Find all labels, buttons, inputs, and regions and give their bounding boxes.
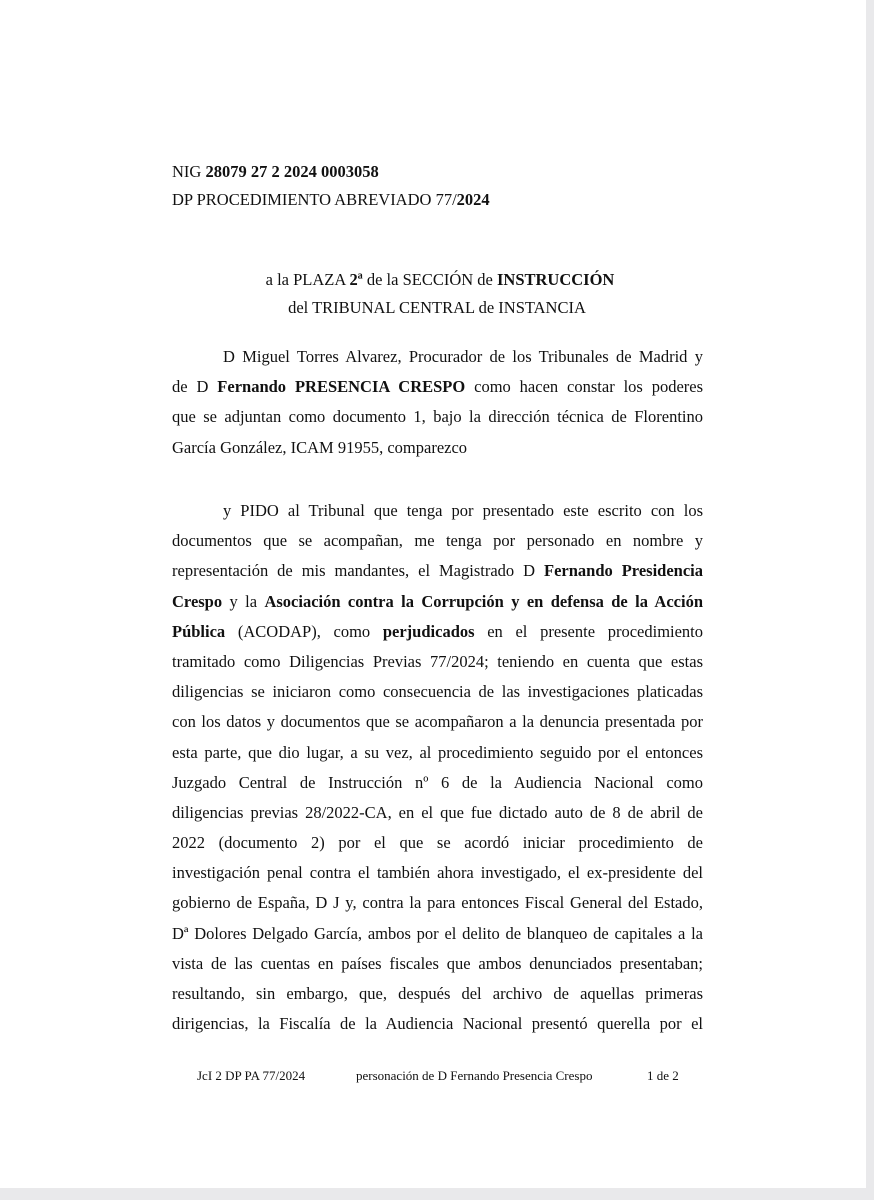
procedure-year: 2024 <box>456 190 490 209</box>
nig-line <box>172 158 490 186</box>
para1-powers: como hacen constar los poderes <box>474 377 704 397</box>
para2-line-10: Juzgado Central de Instrucción nº 6 de la Audiencia Nacional como <box>172 772 703 792</box>
association-name-end: Pública <box>172 621 226 641</box>
court-plaza-number: 2ª <box>349 270 363 289</box>
para2-line-14: gobierno de España, D J y, contra la para entonces Fiscal General del Estado, <box>172 893 703 913</box>
client-name: Fernando PRESENCIA CRESPO <box>217 377 466 397</box>
para2-line-9: esta parte, que dio lugar, a su vez, al procedimiento seguido por el entonces <box>172 742 703 762</box>
para2-line-12: 2022 (documento 2) por el que se acordó iniciar procedimiento de <box>172 833 703 853</box>
para2-line-15: Dª Dolores Delgado García, ambos por el delito de blanqueo de capitales a la <box>172 923 703 943</box>
association-name: Asociación contra la Corrupción y en defensa de la Acción <box>264 591 704 611</box>
para1-line-2 <box>172 372 703 402</box>
para2-line-1: y PIDO al Tribunal que tenga por presentado este escrito con los <box>223 501 703 520</box>
court-instruccion: INSTRUCCIÓN <box>497 270 615 289</box>
para2-line-16: vista de las cuentas en países fiscales que ambos denunciados presentaban; <box>172 953 703 973</box>
para2-line-5 <box>172 617 703 647</box>
para2-line-17: resultando, sin embargo, que, después del archivo de aquellas primeras <box>172 984 703 1003</box>
para2-line-18: dirigencias, la Fiscalía de la Audiencia Nacional presentó querella por el <box>172 1014 703 1034</box>
procedure-line <box>172 186 490 214</box>
magistrate-surname: Crespo <box>172 591 223 611</box>
footer-page-number: 1 de 2 <box>647 1068 679 1083</box>
paragraph-request <box>172 496 703 1039</box>
court-section: de la SECCIÓN de <box>366 270 493 289</box>
para2-line-6: tramitado como Diligencias Previas 77/2024; teniendo en cuenta que estas <box>172 651 703 671</box>
para2-line-8: con los datos y documentos que se acompañaron a la denuncia presentada por <box>172 712 703 732</box>
para1-d: de D <box>172 377 209 397</box>
para1-line-3: que se adjuntan como documento 1, bajo la dirección técnica de Florentino <box>172 407 703 427</box>
para2-line-11: diligencias previas 28/2022-CA, en el que fue dictado auto de 8 de abril de <box>172 802 703 822</box>
magistrate-name: Fernando Presidencia <box>544 561 703 581</box>
nig-label: NIG <box>172 162 202 181</box>
footer-document-title: personación de D Fernando Presencia Crespo <box>356 1068 593 1083</box>
court-plaza: a la PLAZA <box>265 270 346 289</box>
para2-and: y la <box>229 591 258 611</box>
footer-case-ref: JcI 2 DP PA 77/2024 <box>197 1068 306 1083</box>
nig-number: 28079 27 2 2024 0003058 <box>205 162 379 181</box>
court-addressee <box>0 266 866 322</box>
paragraph-appearance <box>172 342 703 463</box>
procedure-number: 77/ <box>435 190 457 209</box>
court-line-2: del TRIBUNAL CENTRAL de INSTANCIA <box>288 298 586 317</box>
acodap: (ACODAP), como <box>237 621 371 641</box>
para2-procedure: en el presente procedimiento <box>487 621 704 641</box>
para2-line-3 <box>172 556 703 586</box>
court-line-1 <box>0 266 866 294</box>
perjudicados: perjudicados <box>382 621 475 641</box>
para1-line-4: García González, ICAM 91955, comparezco <box>172 437 468 457</box>
para2-representation: representación de mis mandantes, el Magistrado D <box>172 561 536 581</box>
para2-line-2: documentos que se acompañan, me tenga por personado en nombre y <box>172 531 703 551</box>
case-header <box>172 158 490 214</box>
para2-line-4 <box>172 587 703 617</box>
para1-line-1: D Miguel Torres Alvarez, Procurador de los Tribunales de Madrid y <box>223 347 703 366</box>
procedure-label: DP PROCEDIMIENTO ABREVIADO <box>172 190 432 209</box>
para2-line-13: investigación penal contra el también ahora investigado, el ex-presidente del <box>172 863 703 883</box>
para2-line-7: diligencias se iniciaron como consecuencia de las investigaciones platicadas <box>172 682 703 702</box>
